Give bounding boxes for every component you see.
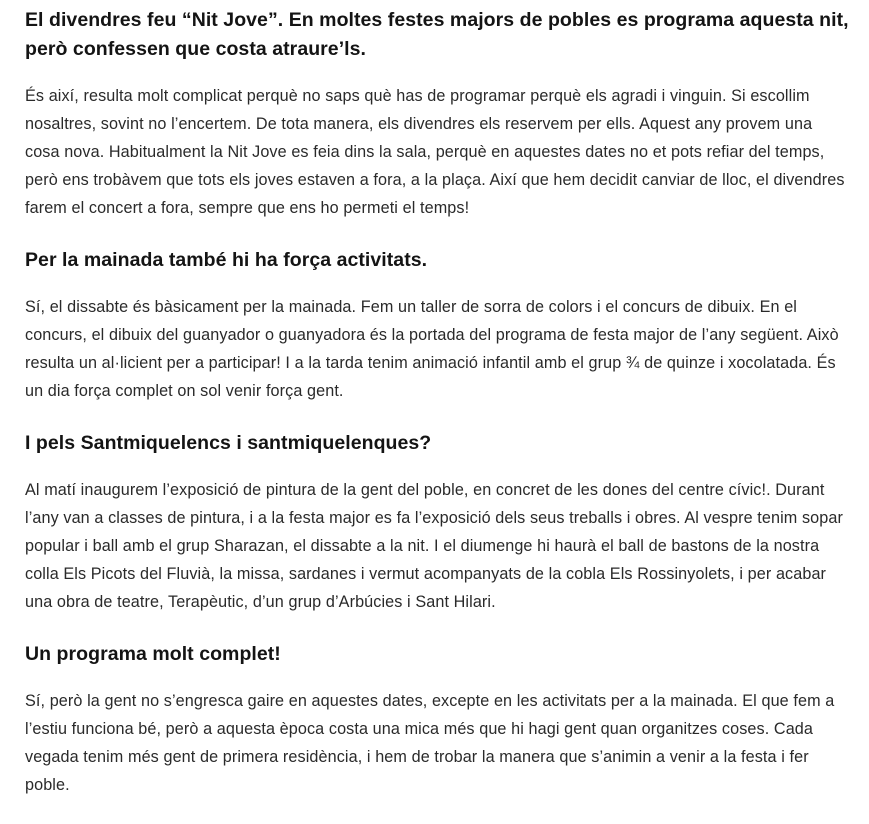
interview-section (25, 429, 849, 616)
section-heading: Un programa molt complet! (25, 643, 281, 665)
section-heading: I pels Santmiquelencs i santmiquelenques? (25, 432, 432, 454)
interview-section (25, 246, 849, 405)
section-paragraph: Sí, el dissabte és bàsicament per la mainada. Fem un taller de sorra de colors i el concurs de dibuix. En el concurs, el dibuix del guanyador o guanyadora és la portada del programa de festa major de l’any següent. Això resulta un al·licient per a participar! I a la tarda tenim animació infantil amb el grup ¾ de quinze i xocolatada. És un dia força complet on sol venir força gent. (25, 298, 839, 400)
section-paragraph: Al matí inaugurem l’exposició de pintura de la gent del poble, en concret de les dones del centre cívic!. Durant l’any van a classes de pintura, i a la festa major es fa l’exposició dels seus treballs i obres. Al vespre tenim sopar popular i ball amb el grup Sharazan, el dissabte a la nit. I el diumenge hi haurà el ball de bastons de la nostra colla Els Picots del Fluvià, la missa, sardanes i vermut acompanyats de la cobla Els Rossinyolets, i per acabar una obra de teatre, Terapèutic, d’un grup d’Arbúcies i Sant Hilari. (25, 481, 843, 611)
interview-section (25, 6, 849, 222)
section-paragraph: Sí, però la gent no s’engresca gaire en aquestes dates, excepte en les activitats per a la mainada. El que fem a l’estiu funciona bé, però a aquesta època costa una mica més que hi hagi gent quan organitzes coses. Cada vegada tenim més gent de primera residència, i hem de trobar la manera que s’animin a venir a la festa i fer poble. (25, 692, 835, 794)
section-paragraph: És així, resulta molt complicat perquè no saps què has de programar perquè els agradi i vinguin. Si escollim nosaltres, sovint no l’encertem. De tota manera, els divendres els reservem per ells. Aquest any provem una cosa nova. Habitualment la Nit Jove es feia dins la sala, perquè en aquestes dates no et pots refiar del temps, però ens trobàvem que tots els joves estaven a fora, a la plaça. Així que hem decidit canviar de lloc, el divendres farem el concert a fora, sempre que ens ho permeti el temps! (25, 87, 845, 217)
section-heading: Per la mainada també hi ha força activitats. (25, 249, 428, 271)
interview-section (25, 640, 849, 799)
section-heading: El divendres feu “Nit Jove”. En moltes festes majors de pobles es programa aquesta nit, però confessen que costa atraure’ls. (25, 9, 849, 60)
